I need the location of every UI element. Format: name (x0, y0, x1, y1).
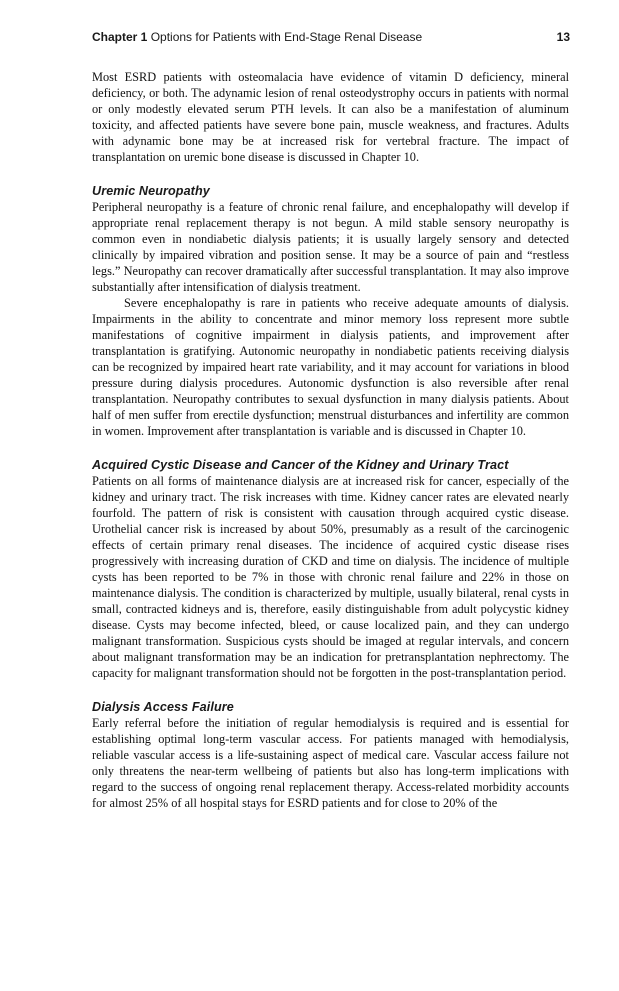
paragraph: Severe encephalopathy is rare in patients who receive adequate amounts of dialysis. Impairments in the ability to concentrate and minor memory loss represent more subtle manifestations of cognitive impairment in dialysis patients, and improvement after transplantation is gratifying. Autonomic neuropathy in nondiabetic patients receiving dialysis can be recognized by impaired heart rate variability, and it may account for variations in blood pressure during dialysis procedures. Autonomic dysfunction is also reversible after renal transplantation. Neuropathy contributes to sexual dysfunction in many dialysis patients. About half of men suffer from erectile dysfunction; menstrual disturbances and infertility are common in women. Improvement after transplantation is variable and is discussed in Chapter 10. (92, 296, 569, 438)
paragraph: Patients on all forms of maintenance dialysis are at increased risk for cancer, especially of the kidney and urinary tract. The risk increases with time. Kidney cancer rates are elevated nearly fourfold. The pattern of risk is consistent with causation through acquired cystic disease. Urothelial cancer risk is increased by about 50%, presumably as a result of the carcinogenic effects of certain primary renal diseases. The incidence of acquired cystic disease rises progressively with increasing duration of CKD and time on dialysis. The incidence of multiple cysts has been reported to be 7% in those with chronic renal failure and 22% in those on maintenance dialysis. The condition is characterized by multiple, usually bilateral, renal cysts in small, contracted kidneys and is, therefore, easily distinguishable from adult polycystic kidney disease. Cysts may become infected, bleed, or cause localized pain, and they can undergo malignant transformation. Suspicious cysts should be imaged at regular intervals, and concern about malignant transformation may be an indication for pretransplantation nephrectomy. The capacity for malignant transformation should not be forgotten in the post-transplantation period. (92, 474, 569, 680)
paragraph: Early referral before the initiation of regular hemodialysis is required and is essential for establishing optimal long-term vascular access. For patients managed with hemodialysis, reliable vascular access is a life-sustaining aspect of medical care. Vascular access failure not only threatens the near-term wellbeing of patients but also has long-term implications with regard to the success of ongoing renal replacement therapy. Access-related morbidity accounts for almost 25% of all hospital stays for ESRD patients and for close to 20% of the (92, 716, 569, 810)
chapter-title: Options for Patients with End-Stage Renal Disease (150, 30, 423, 44)
body-text (92, 69, 569, 811)
chapter-label: Chapter 1 (92, 30, 148, 44)
running-head (92, 30, 570, 48)
page-number: 13 (556, 30, 570, 44)
section-heading-acquired-cystic-disease: Acquired Cystic Disease and Cancer of the Kidney and Urinary Tract (92, 458, 509, 472)
section-heading-dialysis-access-failure: Dialysis Access Failure (92, 700, 234, 714)
paragraph: Peripheral neuropathy is a feature of chronic renal failure, and encephalopathy will develop if appropriate renal replacement therapy is not begun. A mild stable sensory neuropathy is common even in nondiabetic dialysis patients; it is usually largely sensory and detected clinically by impaired vibration and position sense. It may be a source of pain and “restless legs.” Neuropathy can recover dramatically after successful transplantation. It may also improve substantially after intensification of dialysis treatment. (92, 200, 569, 294)
intro-paragraph: Most ESRD patients with osteomalacia have evidence of vitamin D deficiency, mineral deficiency, or both. The adynamic lesion of renal osteodystrophy occurs in patients with normal or only modestly elevated serum PTH levels. It can also be a manifestation of aluminum toxicity, and affected patients have severe bone pain, muscle weakness, and fractures. Adults with adynamic bone may be at increased risk for vertebral fracture. The impact of transplantation on uremic bone disease is discussed in Chapter 10. (92, 70, 569, 164)
section-heading-uremic-neuropathy: Uremic Neuropathy (92, 184, 210, 198)
